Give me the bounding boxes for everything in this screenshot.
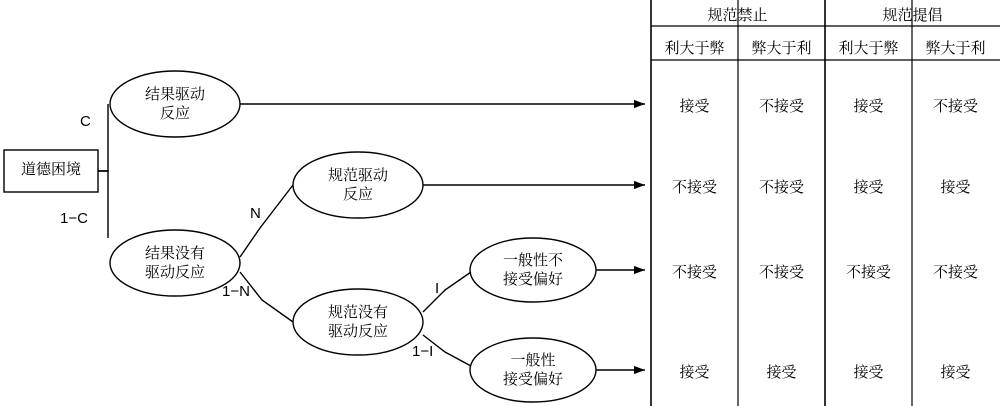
table-cell: 接受 (940, 364, 971, 381)
table-cell: 不接受 (758, 264, 804, 281)
table-sub-header-3: 弊大于利 (925, 40, 986, 57)
table-cell: 不接受 (671, 179, 717, 196)
table-group-header-0: 规范禁止 (707, 7, 768, 24)
table-cell: 不接受 (671, 264, 717, 281)
node-general-acceptance-preference (470, 338, 596, 402)
edge-to-general-rejection (423, 272, 471, 312)
edge-label-one-minus-n: 1−N (222, 283, 250, 300)
node-label-outcome-not-driven: 结果没有 驱动反应 (144, 245, 205, 281)
node-norm-driven (293, 152, 423, 218)
node-outcome-not-driven (110, 230, 240, 296)
table-cell: 接受 (679, 364, 710, 381)
outcome-table (650, 0, 1000, 406)
table-cell: 接受 (766, 364, 797, 381)
node-general-rejection-preference (470, 238, 596, 302)
root-node-label: 道德困境 (20, 161, 81, 178)
table-cell: 接受 (853, 364, 884, 381)
table-cell: 不接受 (932, 264, 978, 281)
edge-root-to-notc (98, 171, 108, 238)
table-cell: 接受 (853, 179, 884, 196)
edge-root-to-c (98, 104, 108, 171)
node-label-norm-not-driven: 规范没有 驱动反应 (327, 304, 388, 340)
edge-label-n: N (250, 205, 261, 222)
edge-label-one-minus-c: 1−C (60, 210, 88, 227)
table-cell: 不接受 (758, 98, 804, 115)
node-label-general-rejection-preference: 一般性不 接受偏好 (502, 252, 563, 288)
table-cell: 接受 (853, 98, 884, 115)
table-group-header-1: 规范提倡 (882, 7, 943, 24)
node-label-outcome-driven: 结果驱动 反应 (144, 86, 205, 122)
table-sub-header-1: 弊大于利 (751, 40, 812, 57)
edge-to-norm-driven (240, 185, 293, 257)
table-cell: 不接受 (758, 179, 804, 196)
edge-label-c: C (80, 113, 91, 130)
table-sub-header-2: 利大于弊 (838, 40, 899, 57)
node-label-general-acceptance-preference: 一般性 接受偏好 (502, 352, 563, 388)
node-outcome-driven (110, 71, 240, 137)
table-cell: 不接受 (932, 98, 978, 115)
node-norm-not-driven (293, 289, 423, 355)
edge-label-i: I (435, 280, 440, 297)
table-cell: 不接受 (845, 264, 891, 281)
table-cell: 接受 (679, 98, 710, 115)
edge-label-one-minus-i: 1−I (412, 343, 434, 360)
table-cell: 接受 (940, 179, 971, 196)
table-sub-header-0: 利大于弊 (664, 40, 725, 57)
node-label-norm-driven: 规范驱动 反应 (327, 167, 388, 203)
